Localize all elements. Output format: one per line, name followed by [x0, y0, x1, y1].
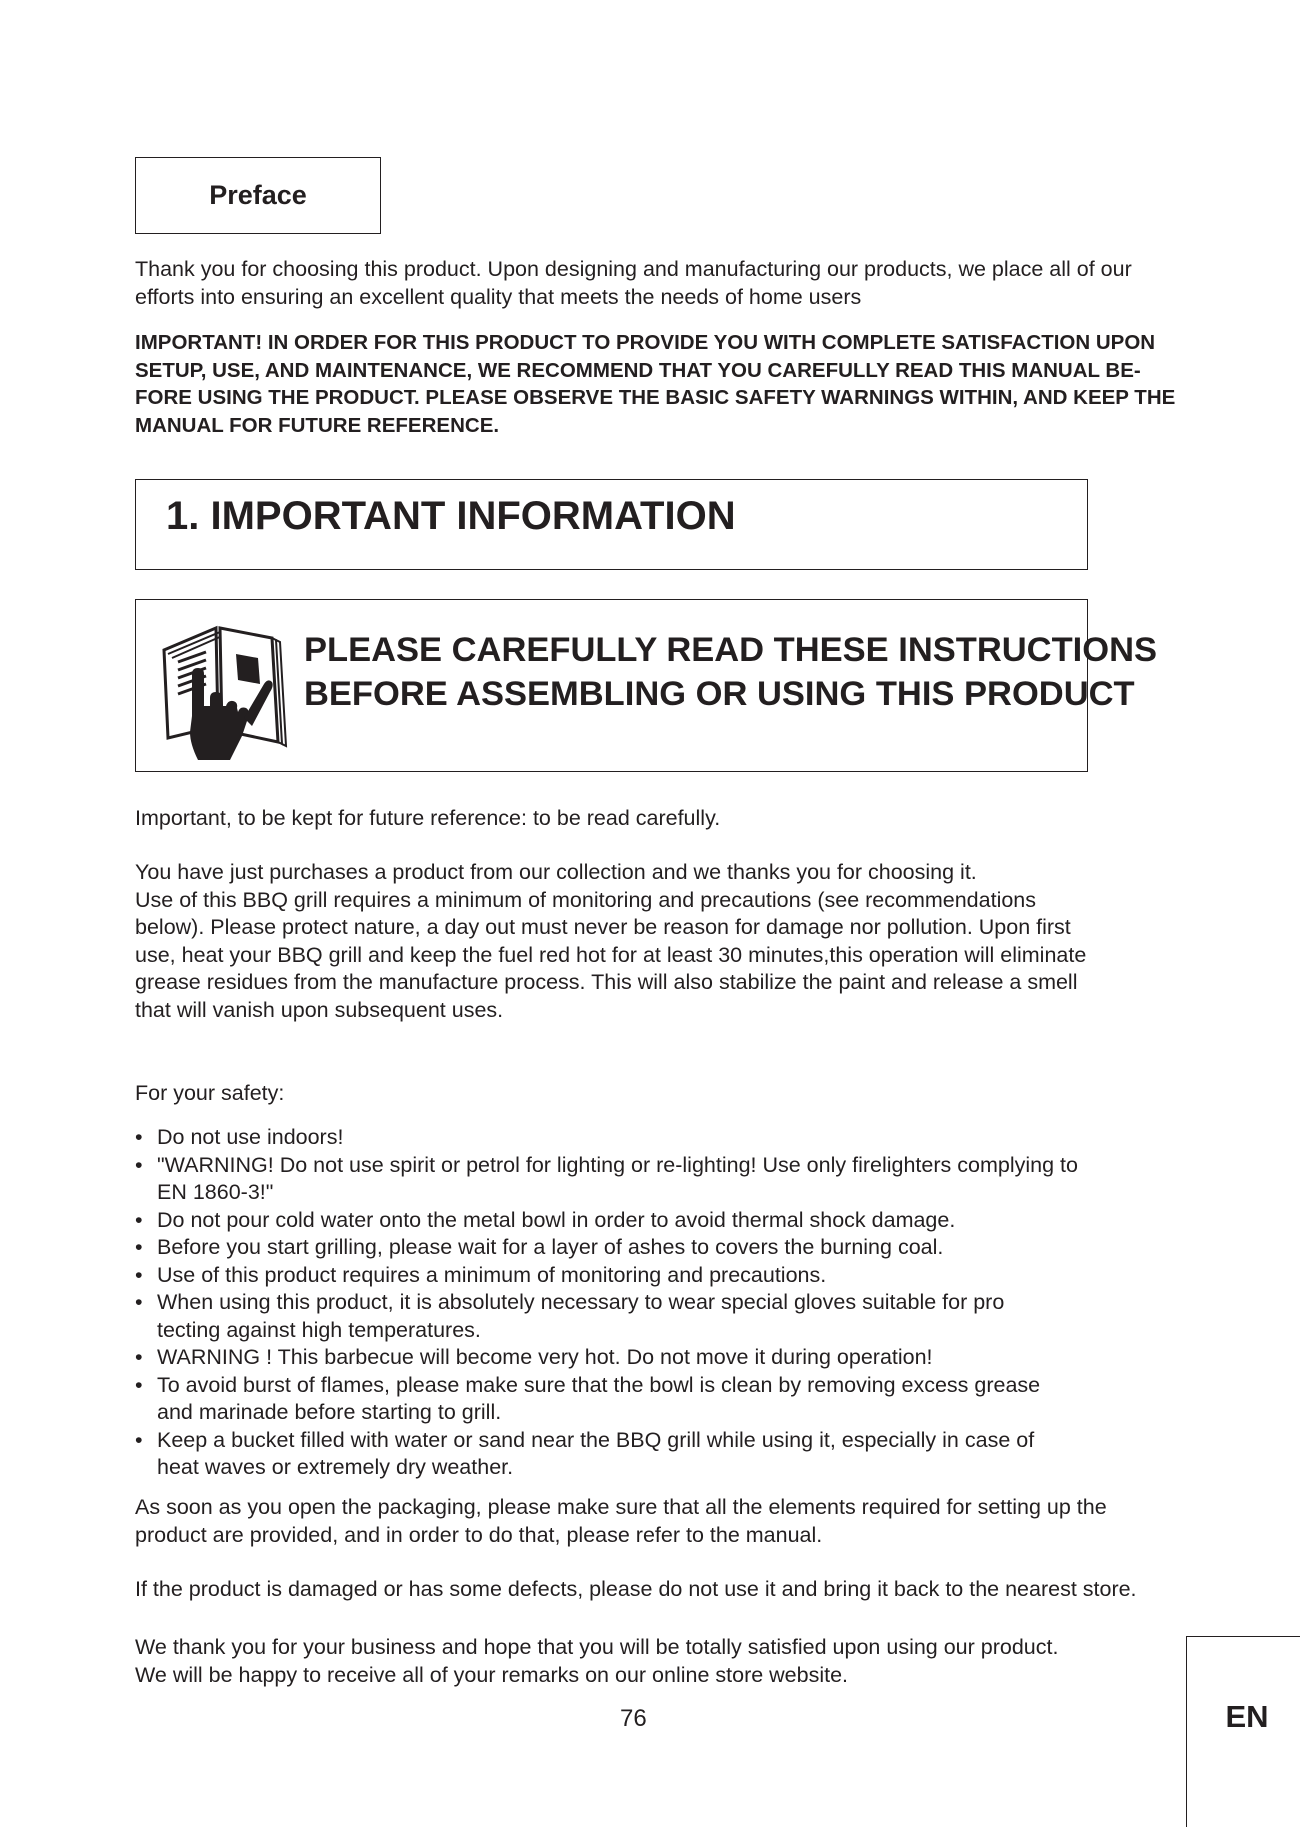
bullet-icon: • [135, 1427, 143, 1452]
thanks-paragraph [135, 1634, 1058, 1689]
bullet-icon: • [135, 1372, 143, 1397]
bullet-icon: • [135, 1345, 143, 1369]
list-item: • Keep a bucket filled with water or sand near the BBQ grill while using it, especially in case of heat waves or extremely dry weather. [135, 1427, 1035, 1479]
section-title: 1. IMPORTANT INFORMATION [166, 494, 736, 538]
list-item: • To avoid burst of flames, please make sure that the bowl is clean by removing excess grease and marinade before starting to grill. [135, 1372, 1041, 1424]
read-instructions-text [304, 628, 1157, 716]
text-line: We will be happy to receive all of your remarks on our online store website. [135, 1662, 849, 1687]
text-line: BEFORE ASSEMBLING OR USING THIS PRODUCT [304, 675, 1135, 713]
text-line: As soon as you open the packaging, please make sure that all the elements required for setting up the [135, 1495, 1107, 1519]
read-instructions-box [135, 599, 1158, 772]
text-line: Thank you for choosing this product. Upon designing and manufacturing our products, we place all of our [135, 257, 1132, 281]
list-item: • Do not use indoors! [135, 1124, 1125, 1152]
text-line: Use of this BBQ grill requires a minimum of monitoring and precautions (see recommendations [135, 887, 1037, 912]
text-line: FORE USING THE PRODUCT. PLEASE OBSERVE THE BASIC SAFETY WARNINGS WITHIN, AND KEEP THE [135, 386, 1176, 409]
text-line: efforts into ensuring an excellent quality that meets the needs of home users [135, 284, 862, 309]
text-line: that will vanish upon subsequent uses. [135, 997, 504, 1022]
keep-note: Important, to be kept for future reference: to be read carefully. [135, 806, 721, 830]
packaging-paragraph [135, 1494, 1107, 1549]
list-item: • Before you start grilling, please wait for a layer of ashes to covers the burning coal. [135, 1234, 1125, 1262]
list-item: • WARNING ! This barbecue will become very hot. Do not move it during operation! [135, 1344, 1125, 1372]
safety-heading: For your safety: [135, 1081, 285, 1105]
preface-title-box [135, 157, 381, 234]
bullet-icon: • [135, 1152, 143, 1177]
language-tab [1186, 1636, 1300, 1827]
text-line: We thank you for your business and hope that you will be totally satisfied upon using our product. [135, 1635, 1059, 1659]
text-line: SETUP, USE, AND MAINTENANCE, WE RECOMMEND THAT YOU CAREFULLY READ THIS MANUAL BE- [135, 358, 1141, 382]
preface-title: Preface [209, 180, 307, 210]
intro-paragraph [135, 256, 1132, 311]
text-line: MANUAL FOR FUTURE REFERENCE. [135, 413, 500, 437]
language-label: EN [1225, 1699, 1269, 1734]
bullet-icon: • [135, 1207, 143, 1232]
text-line: use, heat your BBQ grill and keep the fuel red hot for at least 30 minutes,this operation will eliminate [135, 942, 1087, 967]
page-number: 76 [620, 1705, 647, 1732]
text-line: IMPORTANT! IN ORDER FOR THIS PRODUCT TO PROVIDE YOU WITH COMPLETE SATISFACTION UPON [135, 331, 1156, 354]
bullet-icon: • [135, 1235, 143, 1259]
important-notice [135, 329, 1175, 439]
bullet-icon: • [135, 1262, 143, 1287]
text-line: PLEASE CAREFULLY READ THESE INSTRUCTIONS [304, 631, 1158, 669]
text-line: You have just purchases a product from our collection and we thanks you for choosing it. [135, 860, 977, 884]
bullet-icon: • [135, 1290, 143, 1314]
text-line: grease residues from the manufacture process. This will also stabilize the paint and release a smell [135, 970, 1078, 994]
list-item: • Use of this product requires a minimum of monitoring and precautions. [135, 1262, 1125, 1290]
read-manual-icon [160, 614, 290, 760]
bullet-icon: • [135, 1125, 143, 1149]
safety-list [135, 1124, 1125, 1482]
text-line: product are provided, and in order to do that, please refer to the manual. [135, 1522, 823, 1547]
list-item: • "WARNING! Do not use spirit or petrol for lighting or re-lighting! Use only firelighters complying to EN 1860-3!" [135, 1152, 1078, 1204]
list-item: • When using this product, it is absolutely necessary to wear special gloves suitable for pro tecting against high temperatures. [135, 1290, 1005, 1342]
purchase-paragraph [135, 859, 1086, 1024]
text-line: below). Please protect nature, a day out must never be reason for damage nor pollution. Upon first [135, 915, 1071, 939]
section-title-box [135, 479, 1088, 570]
damaged-note: If the product is damaged or has some defects, please do not use it and bring it back to the nearest store. [135, 1577, 1137, 1601]
list-item: • Do not pour cold water onto the metal bowl in order to avoid thermal shock damage. [135, 1207, 1125, 1235]
